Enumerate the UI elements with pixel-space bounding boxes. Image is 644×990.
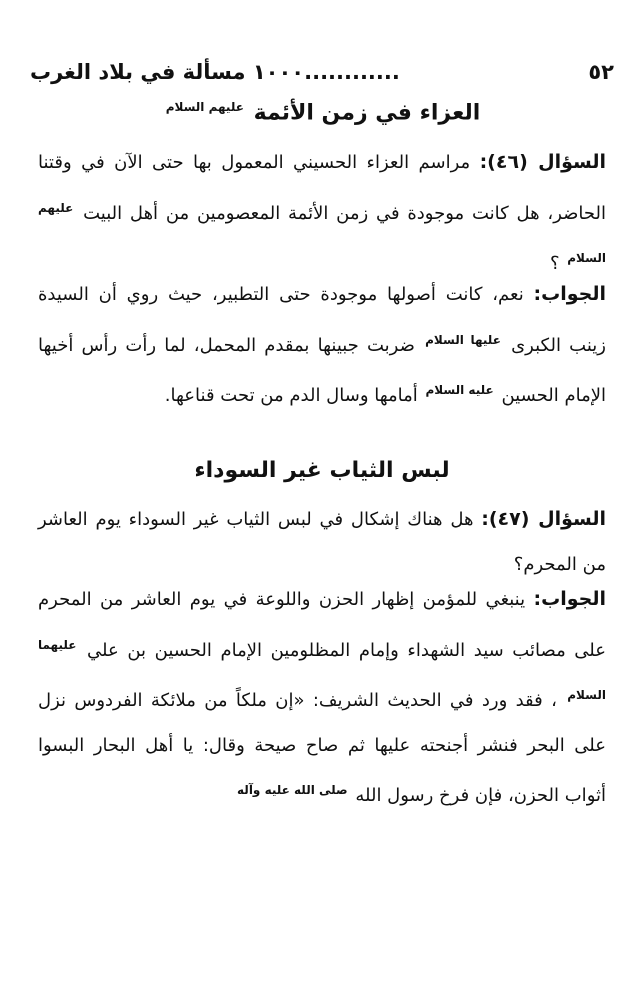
question-mark: ؟: [549, 253, 560, 274]
section-heading-text: العزاء في زمن الأئمة: [253, 100, 481, 126]
honorific-mark: عليها السلام: [425, 332, 501, 347]
question-text: مراسم العزاء الحسيني المعمول بها حتى الآن في وقتنا الحاضر، هل كانت موجودة في زمن الأئمة المعصومين من أهل البيت: [38, 152, 606, 224]
honorific-mark: عليهما السلام: [38, 637, 606, 702]
answer-text: ، فقد ورد في الحديث الشريف: «إن ملكاً من ملائكة الفردوس نزل على البحر فنشر أجنحته عليها ثم صاح صيحة وقال: يا أهل البحار البسوا أثواب الحزن، فإن فرخ رسول الله: [38, 690, 606, 806]
answer-label: الجواب:: [533, 283, 606, 305]
answer-text: أمامها وسال الدم من تحت قناعها.: [164, 385, 418, 406]
answer-46: [38, 272, 606, 419]
answer-label: الجواب:: [533, 588, 606, 610]
section-heading-text: لبس الثياب غير السوداء: [194, 458, 450, 483]
honorific-mark: عليهم السلام: [165, 100, 244, 114]
answer-text: نعم، كانت أصولها موجودة حتى التطبير، حيث روي أن السيدة زينب الكبرى: [38, 284, 606, 356]
question-text: هل هناك إشكال في لبس الثياب غير السوداء يوم العاشر من المحرم؟: [38, 509, 606, 575]
answer-text: ضربت جبينها بمقدم المحمل، لما رأت رأس أخيها الإمام الحسين: [38, 334, 606, 406]
question-46: [38, 140, 606, 287]
section-heading-clothes: [30, 458, 614, 483]
book-title: ............١٠٠٠ مسألة في بلاد الغرب: [30, 60, 400, 84]
section-heading-mourning-imams: [30, 100, 614, 125]
honorific-mark: عليه السلام: [425, 383, 494, 397]
question-label: السؤال (٤٧):: [481, 508, 606, 530]
honorific-mark: عليهم السلام: [38, 200, 606, 265]
page-header: [30, 55, 614, 90]
page-number: ٥٢: [588, 60, 614, 84]
honorific-mark: صلى الله عليه وآله: [237, 783, 348, 797]
answer-text: ينبغي للمؤمن إظهار الحزن واللوعة في يوم العاشر من المحرم على مصائب سيد الشهداء وإمام المظلومين الإمام الحسين بن علي: [38, 589, 606, 661]
question-47: [38, 497, 606, 587]
answer-47: [38, 577, 606, 819]
question-label: السؤال (٤٦):: [479, 151, 606, 173]
